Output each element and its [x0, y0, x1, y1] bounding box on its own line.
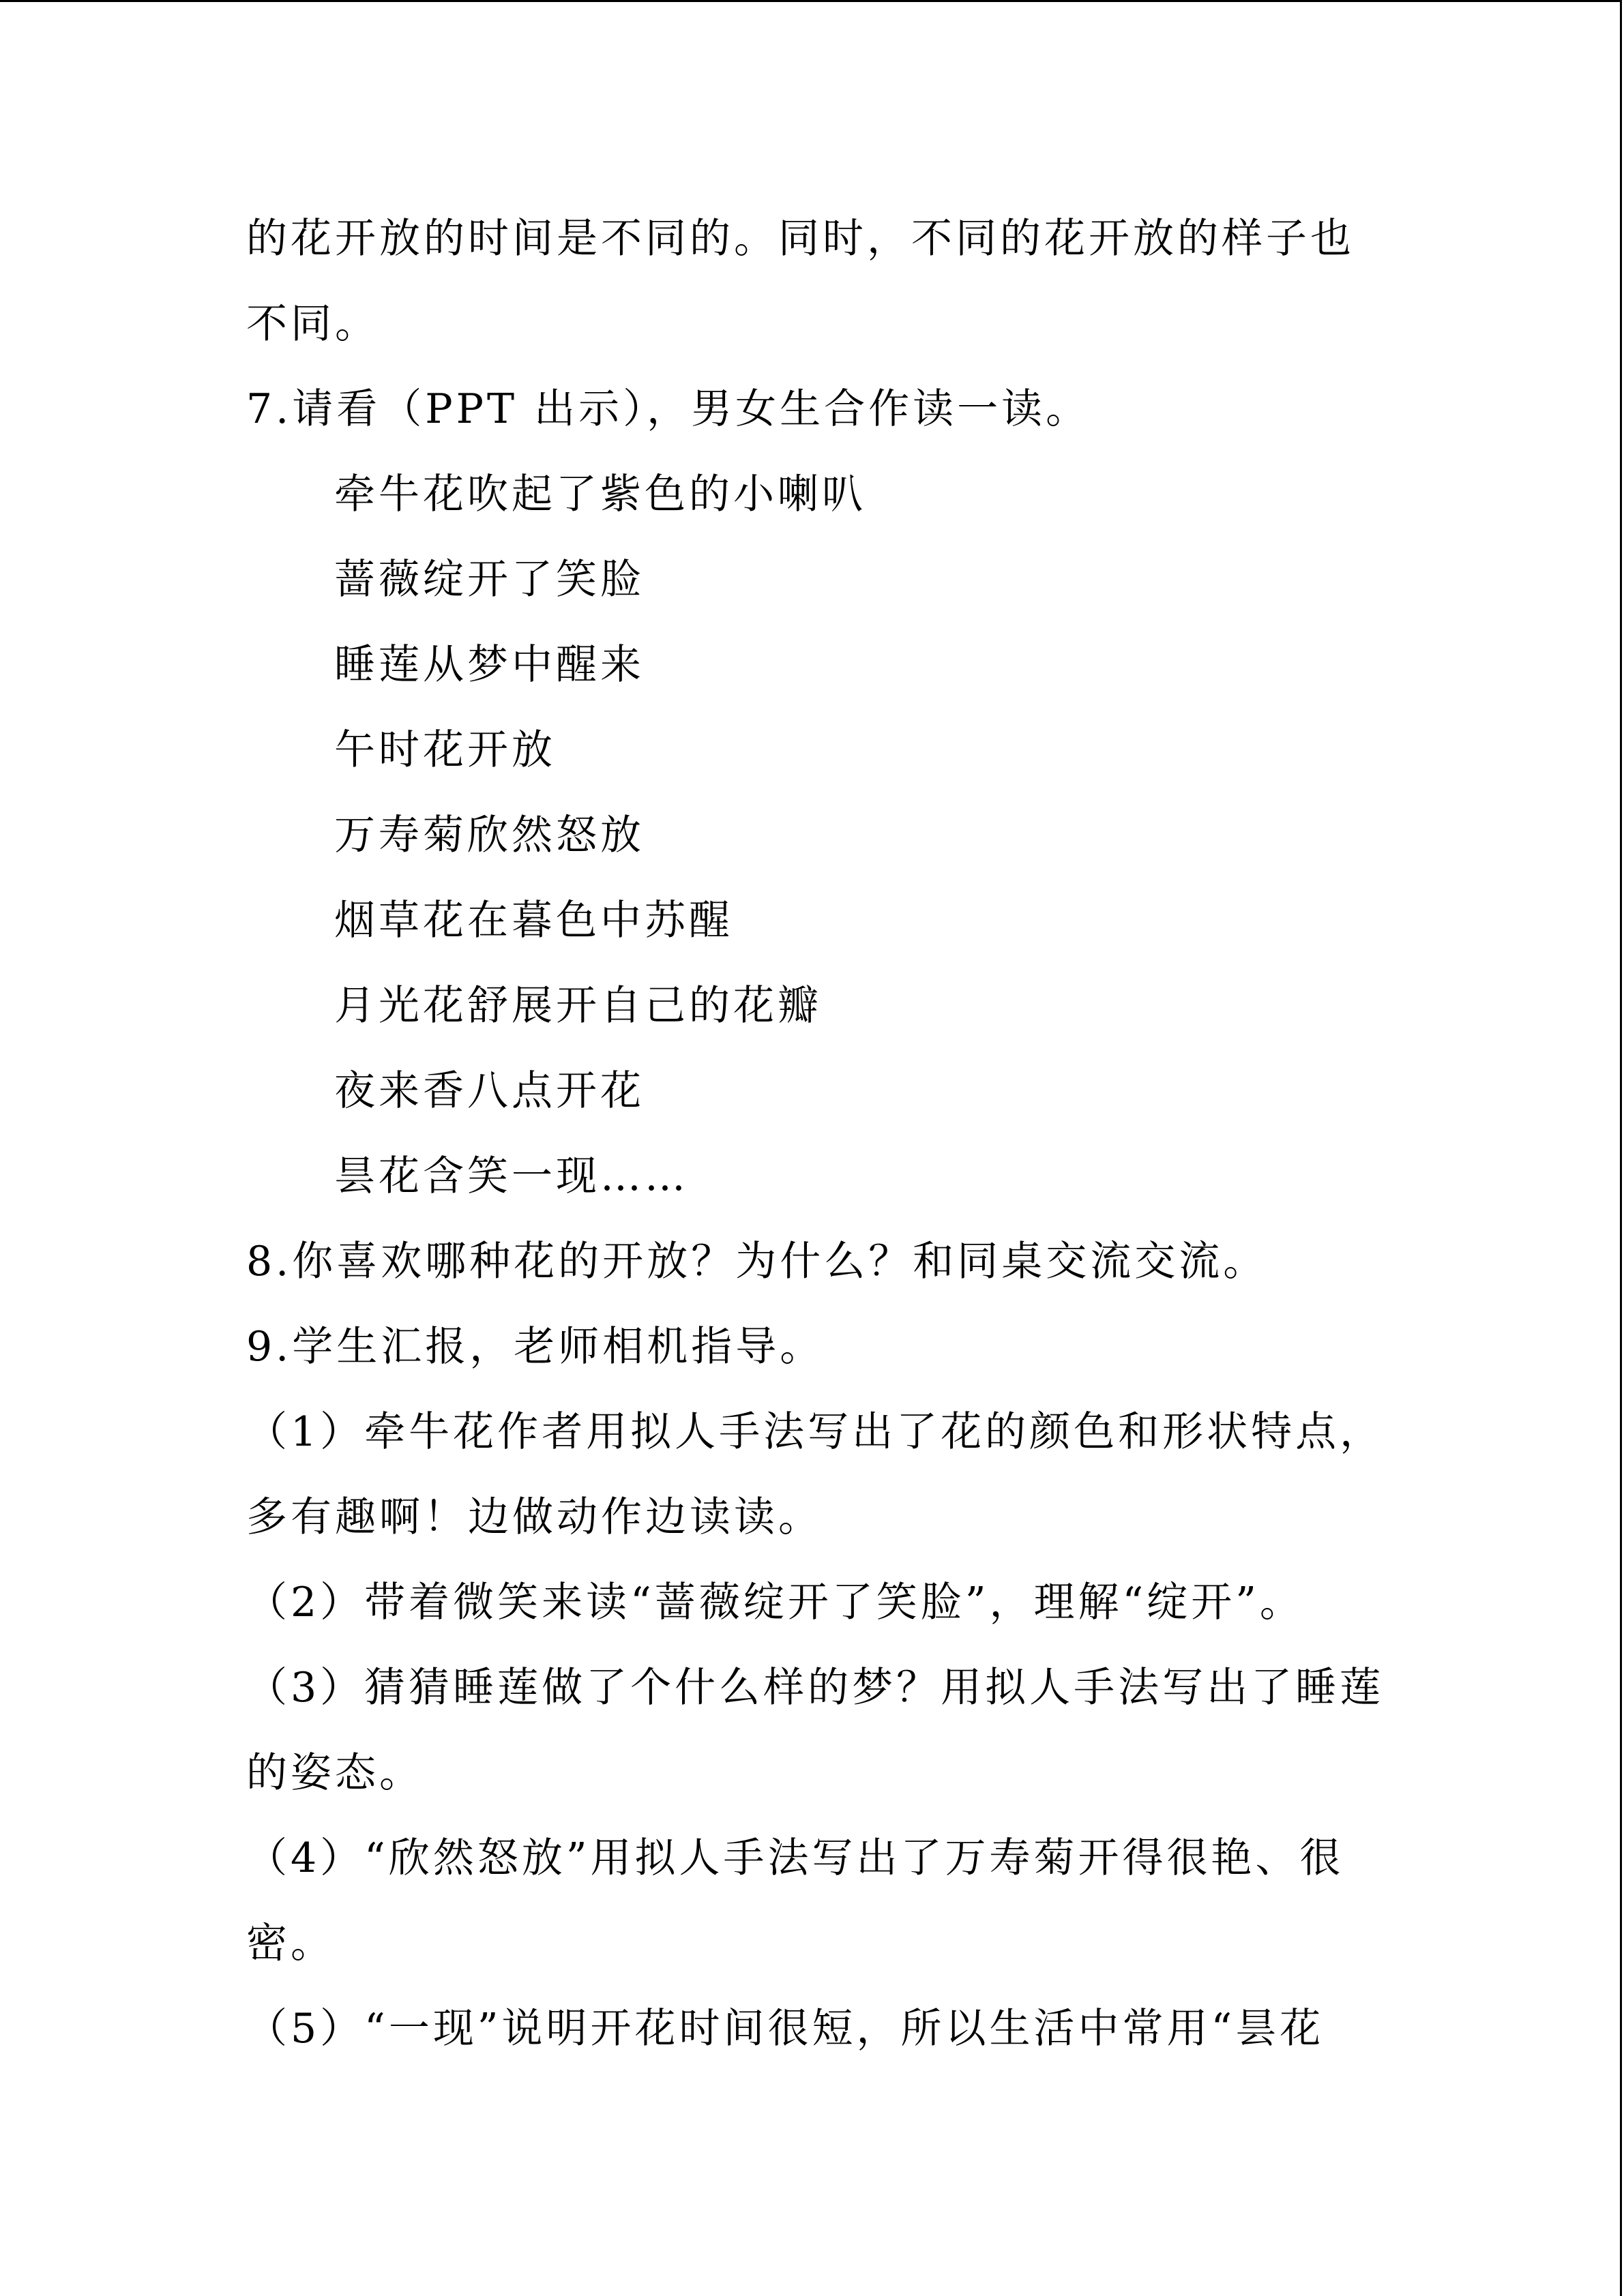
list-item-1-continued: 多有趣啊！边做动作边读读。: [246, 1493, 823, 1541]
poem-line: 午时花开放: [334, 726, 556, 774]
poem-line: 万寿菊欣然怒放: [334, 811, 645, 859]
poem-line: 睡莲从梦中醒来: [334, 641, 645, 689]
list-item-3: （3）猜猜睡莲做了个什么样的梦？用拟人手法写出了睡莲: [246, 1664, 1385, 1712]
list-item-2: （2）带着微笑来读“蔷薇绽开了笑脸”，理解“绽开”。: [246, 1579, 1304, 1626]
body-text-line: 的花开放的时间是不同的。同时，不同的花开放的样子也: [246, 215, 1355, 263]
step-9-line: 9.学生汇报，老师相机指导。: [246, 1323, 825, 1371]
step-7-line: 7.请看（PPT 出示），男女生合作读一读。: [246, 385, 1091, 433]
document-body: [246, 196, 1419, 2072]
list-item-3-continued: 的姿态。: [246, 1749, 424, 1797]
list-item-4-continued: 密。: [246, 1920, 335, 1967]
poem-line: 月光花舒展开自己的花瓣: [334, 982, 822, 1030]
poem-line: 夜来香八点开花: [334, 1067, 645, 1115]
poem-line: 蔷薇绽开了笑脸: [334, 556, 645, 603]
poem-line: 昙花含笑一现……: [334, 1152, 689, 1200]
poem-line: 牵牛花吹起了紫色的小喇叭: [334, 471, 866, 518]
step-8-line: 8.你喜欢哪种花的开放？为什么？和同桌交流交流。: [246, 1238, 1268, 1285]
list-item-1: （1）牵牛花作者用拟人手法写出了花的颜色和形状特点，: [246, 1408, 1385, 1456]
list-item-5: （5）“一现”说明开花时间很短，所以生活中常用“昙花: [246, 2005, 1325, 2053]
body-text-line: 不同。: [246, 300, 379, 348]
list-item-4: （4）“欣然怒放”用拟人手法写出了万寿菊开得很艳、很: [246, 1834, 1344, 1882]
poem-line: 烟草花在暮色中苏醒: [334, 897, 733, 944]
